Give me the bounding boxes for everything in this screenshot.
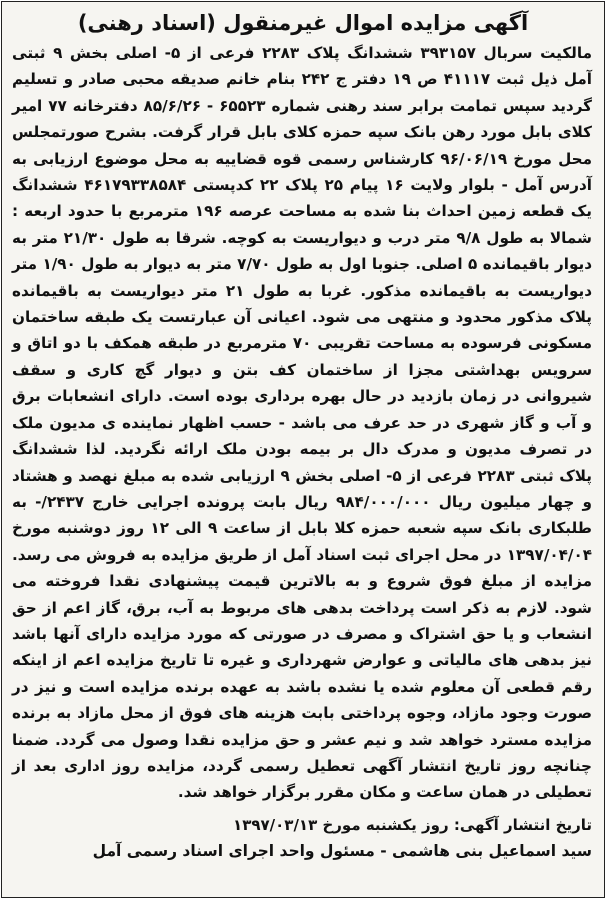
notice-signature: سید اسماعیل بنی هاشمی - مسئول واحد اجرای اسناد رسمی آمل [92, 841, 592, 860]
notice-title: آگهی مزایده اموال غیرمنقول (اسناد رهنی) [77, 11, 529, 35]
publication-date: تاریخ انتشار آگهی: روز یکشنبه مورخ ۱۳۹۷/۰۳/۱۳ [233, 815, 592, 834]
newspaper-notice [1, 1, 605, 898]
notice-body: مالکیت سربال ۳۹۳۱۵۷ ششدانگ پلاک ۲۲۸۳ فرعی از ۵- اصلی بخش ۹ ثبتی آمل ذیل ثبت ۴۱۱۱۷ ص ۱۹ دفتر ج ۲۴۲ بنام خانم صدیقه محبی صادر و تسلیم گردید سپس تمامت برابر سند رهنی شماره ۶۵۵۲۳ - ۸۵/۶/۲۶ دفترخانه ۷۷ امیر کلای بابل مورد رهن بانک سپه حمزه کلای بابل قرار گرفت. بشرح صورتمجلس محل مورخ ۹۶/۰۶/۱۹ کارشناس رسمی قوه قضاییه به محل موضوع ارزیابی به آدرس آمل - بلوار ولایت ۱۶ پیام ۲۵ پلاک ۲۲ کدپستی ۴۶۱۷۹۳۳۸۵۸۴ ششدانگ یک قطعه زمین احداث بنا شده به مساحت عرصه ۱۹۶ مترمربع با حدود اربعه : شمالا به طول ۹/۸ متر درب و دیواریست به کوچه. شرقا به طول ۲۱/۳۰ متر به دیوار باقیمانده ۵ اصلی. جنوبا اول به طول ۷/۷۰ متر به دیوار به طول ۱/۹۰ متر دیواریست به باقیمانده مذکور. غربا به طول ۲۱ متر دیواریست به باقیمانده پلاک مذکور محدود و منتهی می شود. اعیانی آن عبارتست یک طبقه ساختمان مسکونی فرسوده به مساحت تقریبی ۷۰ مترمربع در طبقه همکف با دو اتاق و سرویس بهداشتی مجزا از ساختمان کف بتن و دیوار گچ کاری و سقف شیروانی در زمان بازدید در حال بهره برداری بوده است. دارای انشعابات برق و آب و گاز شهری در حد عرف می باشد - حسب اظهار نماینده ی مدیون ملک در تصرف مدیون و مدرک دال بر بیمه بودن ملک ارائه نگردید. لذا ششدانگ پلاک ثبتی ۲۲۸۳ فرعی از ۵- اصلی بخش ۹ ارزیابی شده به مبلغ نهصد و هشتاد و چهار میلیون ریال ۹۸۴/۰۰۰/۰۰۰ ریال بابت پرونده اجرایی خارج ۲۴۳۷/- به طلبکاری بانک سپه شعبه حمزه کلا بابل از ساعت ۹ الی ۱۲ روز دوشنبه مورخ ۱۳۹۷/۰۴/۰۴ در محل اجرای ثبت اسناد آمل از طریق مزایده به فروش می رسد. مزایده از مبلغ فوق شروع و به بالاترین قیمت پیشنهادی نقدا فروخته می شود. لازم به ذکر است پرداخت بدهی های مربوط به آب، برق، گاز اعم از حق انشعاب و یا حق اشتراک و مصرف در صورتی که مورد مزایده دارای آنها باشد نیز بدهی های مالیاتی و عوارض شهرداری و غیره تا تاریخ مزایده اعم از اینکه رقم قطعی آن معلوم شده یا نشده باشد به عهده برنده مزایده است و نیز در صورت وجود مازاد، وجوه پرداختی بابت هزینه های فوق از محل مازاد به برنده مزایده مسترد خواهد شد و نیم عشر و حق مزایده نقدا وصول می گردد. ضمنا چنانچه روز تاریخ انتشار آگهی تعطیل رسمی گردد، مزایده روز اداری بعد از تعطیلی در همان ساعت و مکان مقرر برگزار خواهد شد. [12, 44, 593, 802]
